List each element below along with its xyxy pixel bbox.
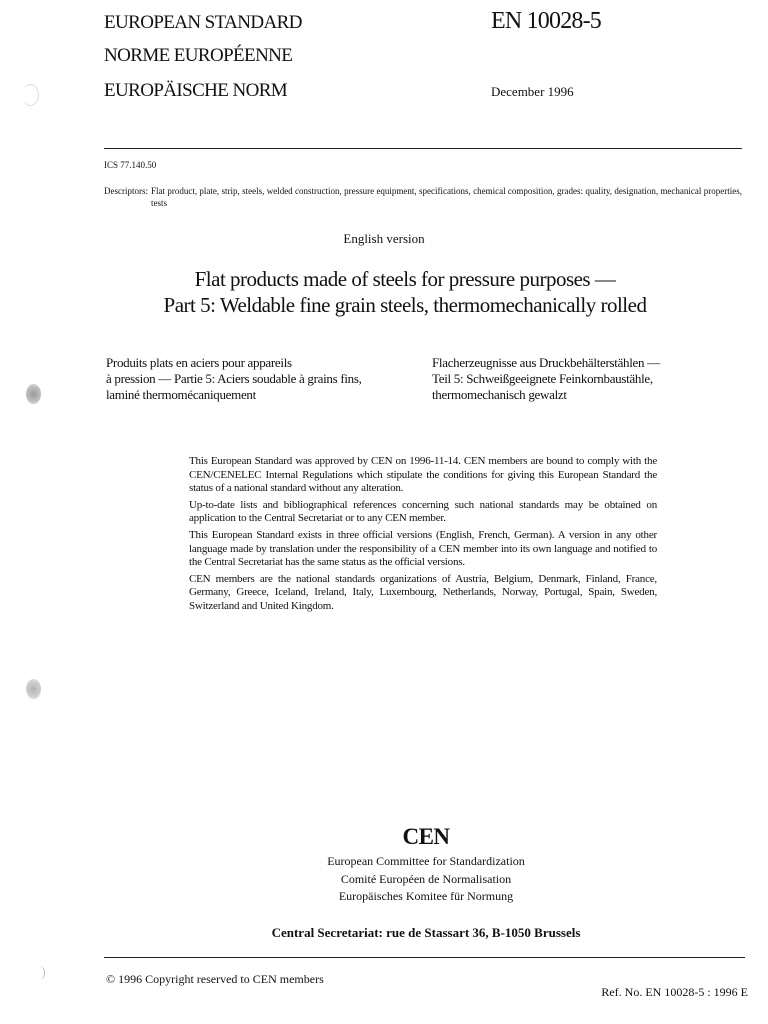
header-divider <box>104 148 742 149</box>
binder-hole-icon <box>26 679 41 699</box>
approval-paragraph: This European Standard exists in three official versions (English, French, German). A version in any other language made by translation under the responsibility of a CEN member into its own language and notified to the Central Secretariat has the same status as the official versions. <box>189 528 657 569</box>
committee-name-english: European Committee for Standardization <box>327 854 525 868</box>
standard-number: EN 10028-5 <box>491 8 601 34</box>
copyright-notice: © 1996 Copyright reserved to CEN members <box>106 972 324 986</box>
cen-logo: CEN <box>402 824 450 849</box>
committee-name-french: Comité Européen de Normalisation <box>340 871 512 886</box>
committee-name-german: Europäisches Komitee für Normung <box>338 889 514 903</box>
central-secretariat-address: Central Secretariat: rue de Stassart 36, B-1050 Brussels <box>271 925 581 940</box>
standard-title-german: EUROPÄISCHE NORM <box>104 80 288 101</box>
binder-hole-icon <box>22 84 39 106</box>
french-title: Produits plats en aciers pour appareils à pression — Partie 5: Aciers soudable à grains fins, laminé thermomécaniquement <box>106 355 362 402</box>
descriptors-text: Flat product, plate, strip, steels, welded construction, pressure equipment, specifications, chemical composition, grades: quality, designation, mechanical properties, tests <box>151 186 742 208</box>
version-label: English version <box>343 231 425 246</box>
binder-hole-icon <box>26 384 41 404</box>
approval-paragraph: CEN members are the national standards organizations of Austria, Belgium, Denmark, Finland, France, Germany, Greece, Iceland, Ireland, Italy, Luxembourg, Netherlands, Norway, Portugal, Spain, Sweden, Switzerland and United Kingdom. <box>189 572 657 612</box>
approval-paragraph: This European Standard was approved by CEN on 1996-11-14. CEN members are bound to comply with the CEN/CENELEC Internal Regulations which stipulate the conditions for giving this European Standard the status of a national standard without any alteration. <box>189 455 657 495</box>
binder-hole-icon <box>34 966 45 980</box>
standard-title-french: NORME EUROPÉENNE <box>104 45 293 66</box>
document-title-line-1: Flat products made of steels for pressure purposes — <box>194 267 616 291</box>
footer-divider <box>104 957 745 958</box>
german-title: Flacherzeugnisse aus Druckbehälterstählen — Teil 5: Schweißgeeignete Feinkornbaustähle, thermomechanisch gewalzt <box>432 355 660 402</box>
document-title <box>60 266 750 318</box>
document-title-line-2: Part 5: Weldable fine grain steels, thermomechanically rolled <box>163 293 647 317</box>
approval-notice <box>189 455 657 617</box>
committee-names <box>0 853 768 906</box>
reference-number: Ref. No. EN 10028-5 : 1996 E <box>601 985 748 999</box>
publication-date: December 1996 <box>491 84 574 99</box>
approval-paragraph: Up-to-date lists and bibliographical references concerning such national standards may be obtained on application to the Central Secretariat or to any CEN member. <box>189 498 657 525</box>
standard-title-english: EUROPEAN STANDARD <box>104 12 302 33</box>
ics-code: ICS 77.140.50 <box>104 160 157 170</box>
descriptors <box>104 185 742 209</box>
descriptors-label: Descriptors: <box>104 186 148 196</box>
